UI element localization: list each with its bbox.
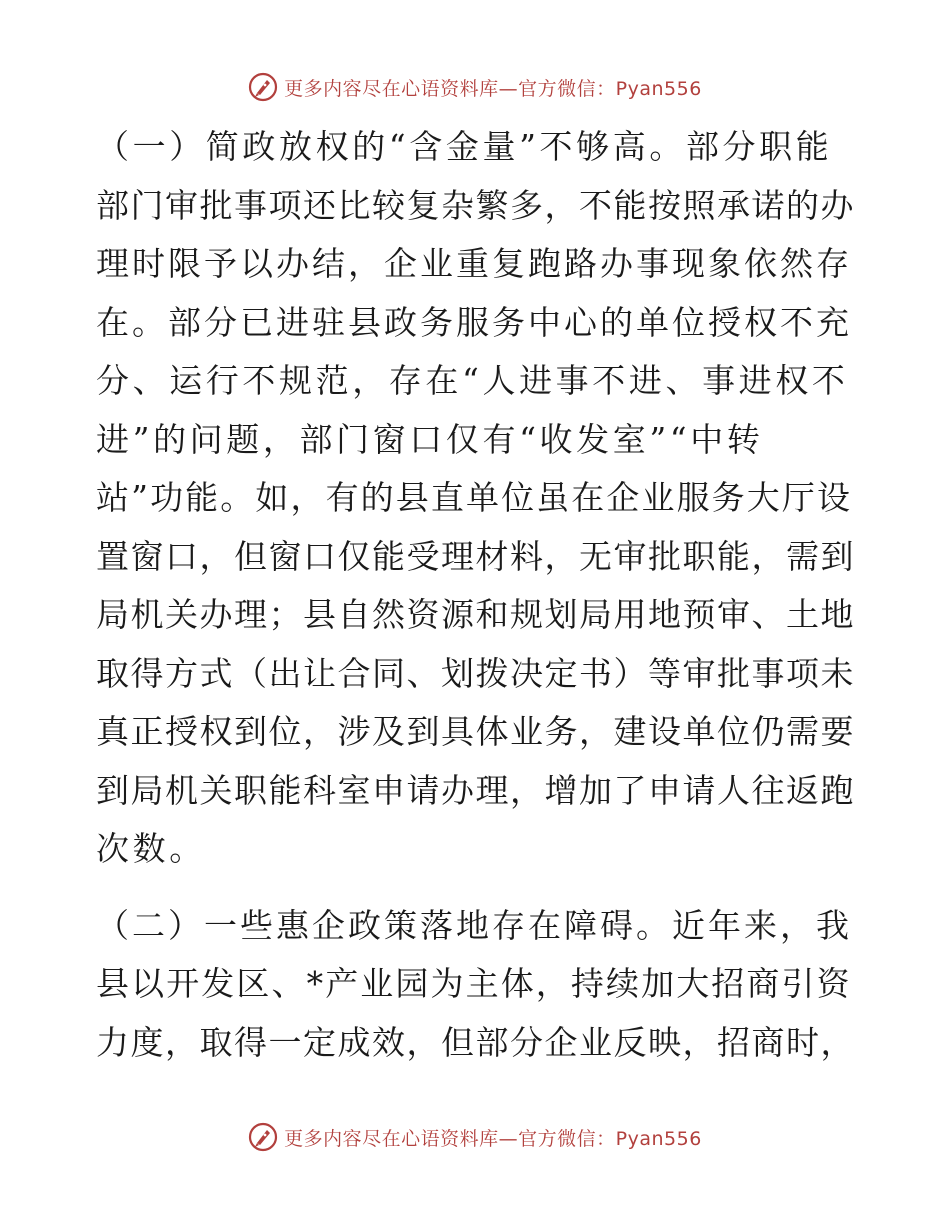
text-line: 分、运行不规范，存在“人进事不进、事进权不 [96,361,849,400]
text-line: （二）一些惠企政策落地存在障碍。近年来，我 [96,905,852,945]
watermark-text: 更多内容尽在心语资料库—官方微信：Pyan556 [284,1127,702,1150]
watermark-text: 更多内容尽在心语资料库—官方微信：Pyan556 [284,77,702,100]
text-line: 取得方式（出让合同、划拨决定书）等审批事项未 [96,653,855,693]
paragraph-1 [96,118,856,879]
footer-watermark [0,1122,950,1152]
text-line: 到局机关职能科室申请办理，增加了申请人往返跑 [96,770,855,810]
text-line: 县以开发区、*产业园为主体，持续加大招商引资 [96,964,852,1003]
text-line: 局机关办理；县自然资源和规划局用地预审、土地 [96,595,855,634]
text-line: 次数。 [96,829,206,868]
text-line: 理时限予以办结，企业重复跑路办事现象依然存 [96,244,852,283]
text-line: 力度，取得一定成效，但部分企业反映，招商时， [96,1022,855,1062]
pen-nib-logo-icon [248,72,278,102]
text-line: 部门审批事项还比较复杂繁多，不能按照承诺的办 [96,185,855,225]
text-line: 置窗口，但窗口仅能受理材料，无审批职能，需到 [96,536,855,576]
paragraph-spacer [96,879,856,897]
header-watermark [0,72,950,102]
text-line: 站”功能。如，有的县直单位虽在企业服务大厅设 [96,478,853,517]
text-line: （一）简政放权的“含金量”不够高。部分职能 [96,127,833,166]
text-line: 在。部分已进驻县政务服务中心的单位授权不充 [96,302,852,342]
document-body [96,118,856,1072]
text-line: 真正授权到位，涉及到具体业务，建设单位仍需要 [96,712,855,751]
pen-nib-logo-icon [248,1122,278,1152]
paragraph-2 [96,897,856,1073]
text-line: 进”的问题，部门窗口仅有“收发室”“中转 [96,419,764,459]
